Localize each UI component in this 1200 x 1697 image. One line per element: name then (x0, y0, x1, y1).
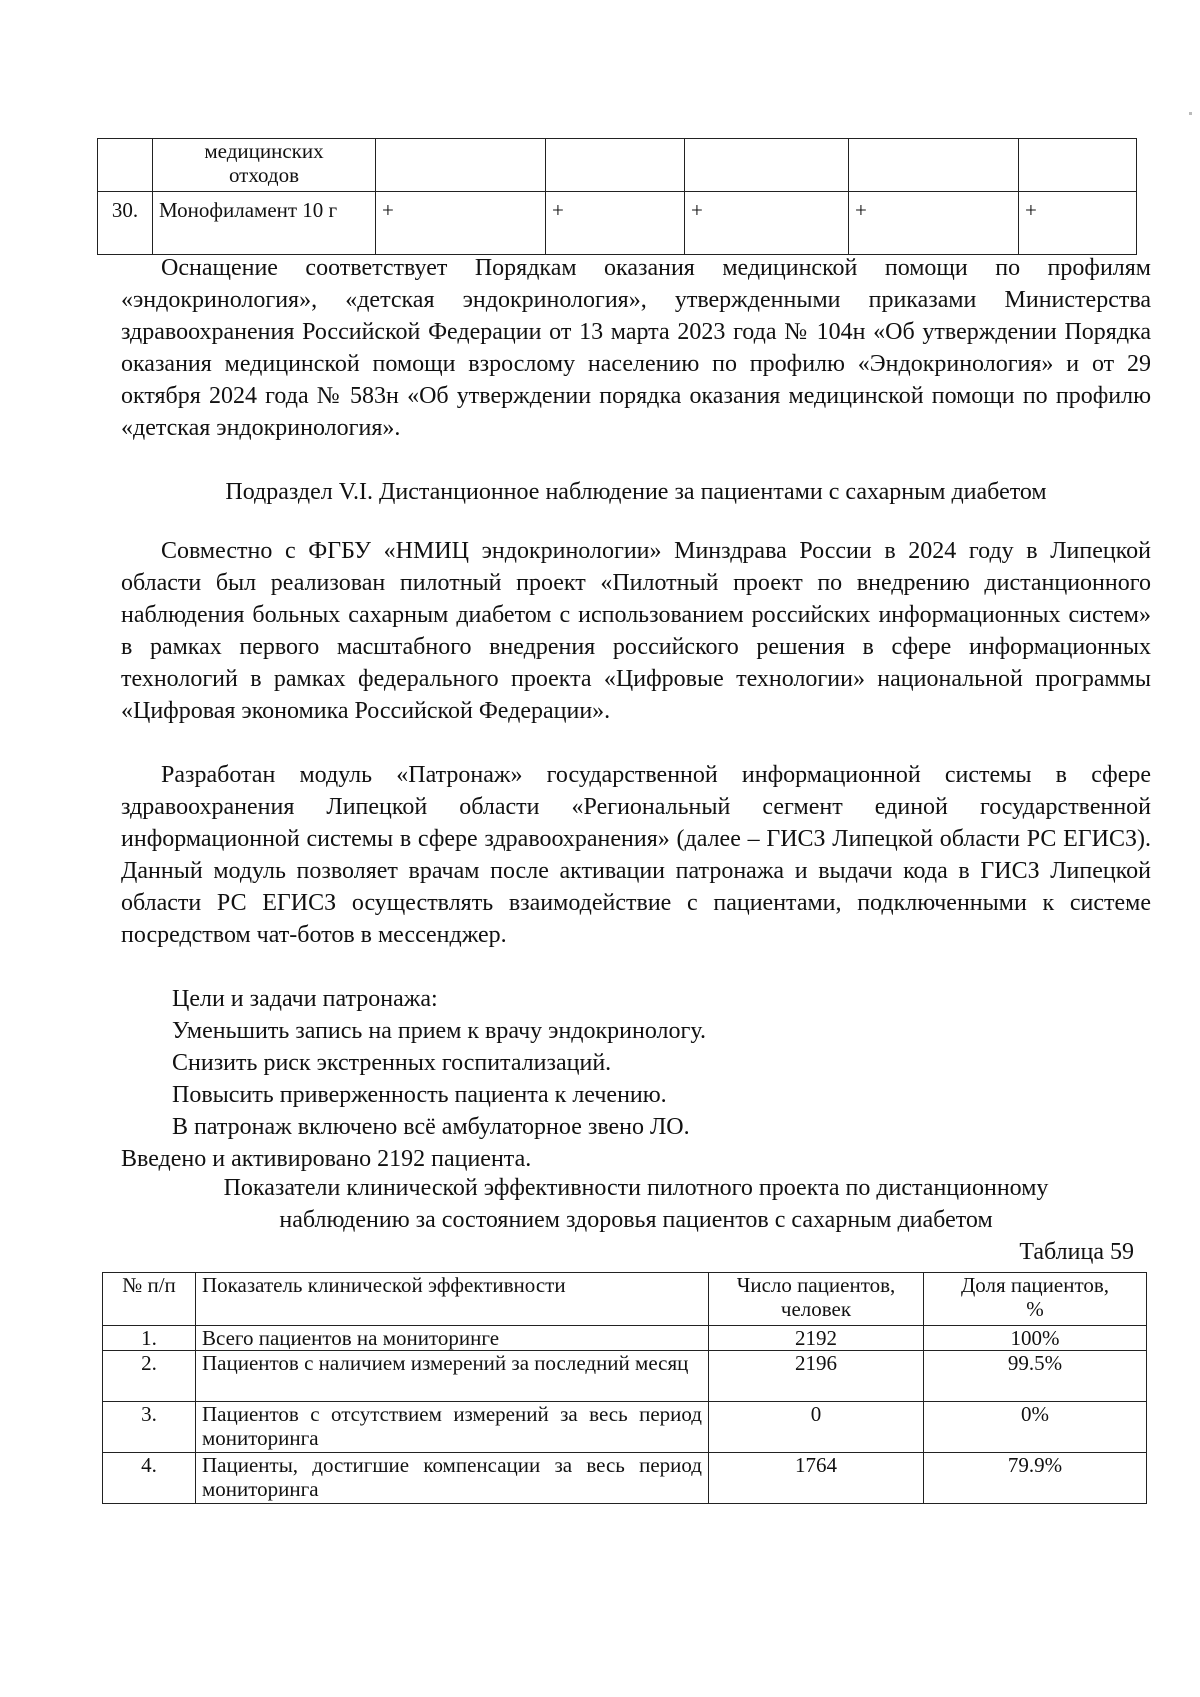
subsection-title: Подраздел V.I. Дистанционное наблюдение за пациентами с сахарным диабетом (225, 479, 1047, 505)
table-row: 2. Пациентов с наличием измерений за последний месяц 2196 99.5% (103, 1351, 1147, 1402)
row-number: 30. (98, 192, 153, 255)
goal-item: В патронаж включено всё амбулаторное звено ЛО. (172, 1114, 690, 1140)
equipment-name-cell: медицинских отходов (153, 139, 376, 192)
mark-cell: + (1019, 192, 1137, 255)
mark-cell: + (685, 192, 849, 255)
goals-heading: Цели и задачи патронажа: (172, 986, 438, 1012)
header-indicator: Показатель клинической эффективности (196, 1273, 709, 1326)
table-header-row (103, 1273, 1147, 1326)
header-share: Доля пациентов, % (924, 1273, 1147, 1326)
table-title: Показатели клинической эффективности пилотного проекта по дистанционному наблюдению за состоянием здоровья пациентов с сахарным диабетом (223, 1175, 1049, 1233)
equipment-name-cell: Монофиламент 10 г (153, 192, 376, 255)
goal-item: Уменьшить запись на прием к врачу эндокринологу. (172, 1018, 706, 1044)
goal-item: Повысить приверженность пациента к лечению. (172, 1082, 667, 1108)
pilot-paragraph: Совместно с ФГБУ «НМИЦ эндокринологии» Минздрава России в 2024 году в Липецкой области был реализован пилотный проект «Пилотный проект по внедрению дистанционного наблюдения больных сахарным диабетом с использованием российских информационных систем» в рамках первого масштабного внедрения российского решения в сфере информационных технологий в рамках федерального проекта «Цифровые технологии» национальной программы «Цифровая экономика Российской Федерации». (121, 538, 1151, 724)
mark-cell: + (849, 192, 1019, 255)
table-row: 3. Пациентов с отсутствием измерений за весь период мониторинга 0 0% (103, 1402, 1147, 1453)
indicator-table (102, 1272, 1147, 1504)
goal-item: Снизить риск экстренных госпитализаций. (172, 1050, 612, 1076)
equipment-paragraph: Оснащение соответствует Порядкам оказания медицинской помощи по профилям «эндокринология», «детская эндокринология», утвержденными приказами Министерства здравоохранения Российской Федерации от 13 марта 2023 года № 104н «Об утверждении Порядка оказания медицинской помощи взрослому населению по профилю «Эндокринология» и от 29 октября 2024 года № 583н «Об утверждении порядка оказания медицинской помощи по профилю «детская эндокринология». (121, 255, 1151, 441)
table-row (98, 192, 1137, 255)
table-number: Таблица 59 (1019, 1239, 1134, 1265)
table-row: 4. Пациенты, достигшие компенсации за весь период мониторинга 1764 79.9% (103, 1453, 1147, 1504)
equipment-table (97, 138, 1137, 255)
header-num: № п/п (103, 1273, 196, 1326)
header-count: Число пациентов, человек (709, 1273, 924, 1326)
scan-artifact (1189, 112, 1192, 115)
module-paragraph: Разработан модуль «Патронаж» государственной информационной системы в сфере здравоохранения Липецкой области «Региональный сегмент единой государственной информационной системы в сфере здравоохранения» (далее – ГИСЗ Липецкой области РС ЕГИСЗ). Данный модуль позволяет врачам после активации патронажа и выдачи кода в ГИСЗ Липецкой области РС ЕГИСЗ осуществлять взаимодействие с пациентами, подключенными к системе посредством чат-ботов в мессенджер. (121, 762, 1151, 948)
table-row (98, 139, 1137, 192)
table-row: 1. Всего пациентов на мониторинге 2192 100% (103, 1326, 1147, 1351)
mark-cell: + (376, 192, 546, 255)
mark-cell: + (546, 192, 685, 255)
activated-patients-line: Введено и активировано 2192 пациента. (121, 1146, 532, 1172)
